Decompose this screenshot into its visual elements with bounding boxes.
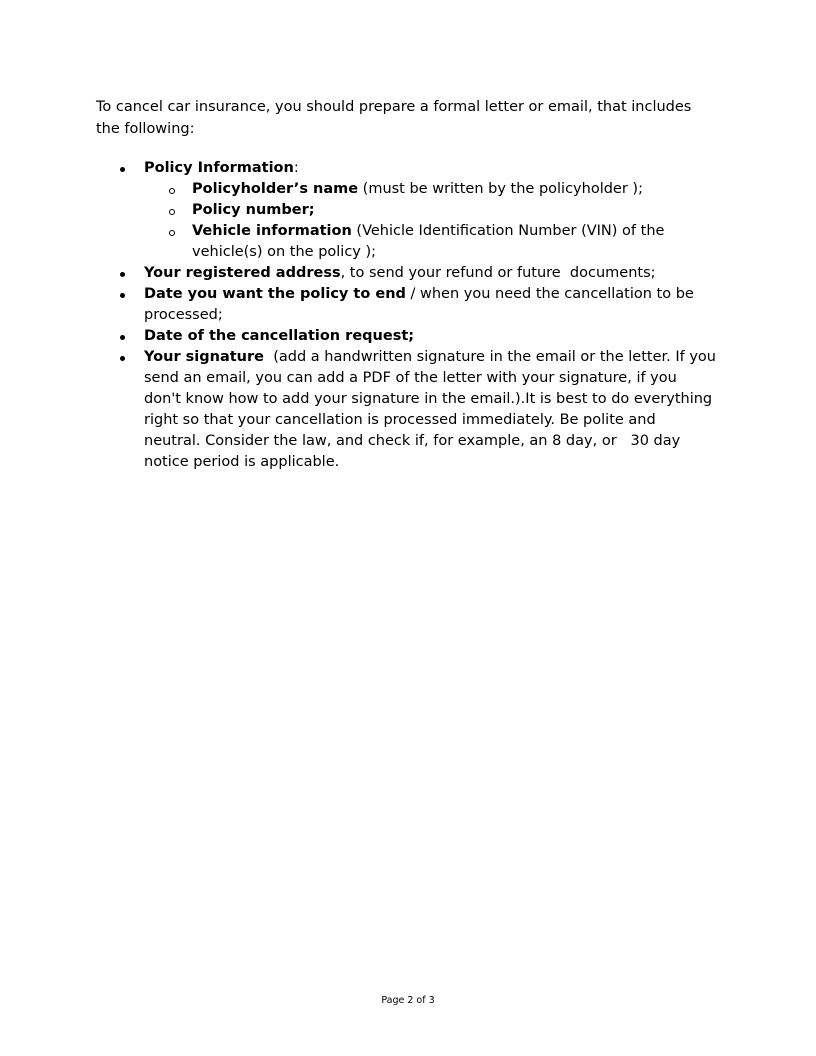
item-text: :: [293, 160, 299, 176]
item-heading: Policy Information: [144, 160, 294, 176]
sub-item-text: (Vehicle Identification Number (VIN) of the vehicle(s) on the policy );: [192, 223, 665, 260]
bullet-icon: [120, 293, 125, 298]
item-heading: Your signature: [144, 349, 264, 365]
item-text: / when you need the cancellation to be processed;: [144, 286, 694, 323]
document-body: [96, 96, 721, 473]
list-item-registered-address: [96, 263, 716, 284]
list-item-end-date: [96, 284, 716, 326]
hollow-bullet-icon: [169, 230, 175, 236]
sublist-item-policy-number: [144, 200, 716, 221]
item-heading: Date of the cancellation request;: [144, 328, 415, 344]
requirements-list: [96, 158, 721, 473]
sub-item-text: (must be written by the policyholder );: [358, 181, 643, 197]
sub-item-heading: Vehicle information: [192, 223, 352, 239]
bullet-icon: [120, 356, 125, 361]
list-item-policy-information: [96, 158, 716, 263]
sublist-item-policyholder-name: [144, 179, 716, 200]
list-item-request-date: [96, 326, 716, 347]
hollow-bullet-icon: [169, 188, 175, 194]
list-item-signature: [96, 347, 721, 473]
policy-information-sublist: [144, 179, 716, 263]
sub-item-heading: Policyholder’s name: [192, 181, 359, 197]
bullet-icon: [120, 335, 125, 340]
item-heading: Date you want the policy to end: [144, 286, 406, 302]
sublist-item-vehicle-information: [144, 221, 716, 263]
bullet-icon: [120, 167, 125, 172]
sub-item-heading: Policy number;: [192, 202, 315, 218]
hollow-bullet-icon: [169, 209, 175, 215]
bullet-icon: [120, 272, 125, 277]
item-text: , to send your refund or future documents;: [340, 265, 656, 281]
intro-paragraph: To cancel car insurance, you should prepare a formal letter or email, that includes the following:: [96, 99, 692, 137]
item-text: (add a handwritten signature in the email or the letter. If you send an email, you can add a PDF of the letter with your signature, if you don't know how to add your signature in the email.).It is best to do everything right so that your cancellation is processed immediately. Be polite and neutral. Consider the law, and check if, for example, an 8 day, or 30 day notice period is applicable.: [144, 349, 721, 470]
item-heading: Your registered address: [144, 265, 341, 281]
page-number: Page 2 of 3: [381, 995, 435, 1006]
